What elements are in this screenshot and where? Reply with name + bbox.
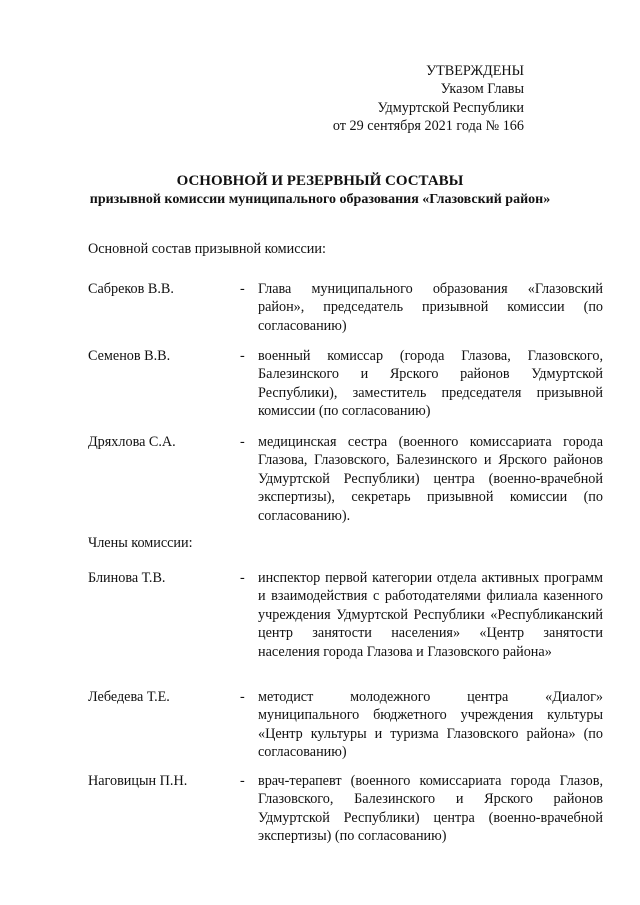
member-description: Глава муниципального образования «Глазовский район», председатель призывной комиссии (по согласованию) xyxy=(258,281,603,334)
member-description: инспектор первой категории отдела активных программ и взаимодействия с работодателями филиала казенного учреждения Удмуртской Республики «Республиканский центр занятости населения» «Центр занятости населения города Глазова и Глазовского района» xyxy=(258,570,603,660)
approval-line-approved: УТВЕРЖДЕНЫ xyxy=(426,63,524,79)
member-name: Блинова Т.В. xyxy=(88,570,166,586)
member-dash: - xyxy=(240,348,245,364)
title-subtitle: призывной комиссии муниципального образования «Глазовский район» xyxy=(89,192,551,207)
member-dash: - xyxy=(240,434,245,450)
member-dash: - xyxy=(240,281,245,297)
main-section-heading: Основной состав призывной комиссии: xyxy=(88,241,326,257)
member-name: Семенов В.В. xyxy=(88,348,171,364)
approval-stamp xyxy=(333,62,524,136)
approval-line-date: от 29 сентября 2021 года № 166 xyxy=(332,118,524,135)
member-dash: - xyxy=(240,689,245,705)
document-title xyxy=(0,172,640,209)
approval-line-decree: Указом Главы xyxy=(440,81,524,98)
title-main: ОСНОВНОЙ И РЕЗЕРВНЫЙ СОСТАВЫ xyxy=(176,173,464,189)
member-name: Сабреков В.В. xyxy=(88,281,174,297)
member-description: военный комиссар (города Глазова, Глазовского, Балезинского и Ярского районов Удмуртской Республики), заместитель председателя призывной комиссии (по согласованию) xyxy=(258,348,603,420)
member-name: Дряхлова С.А. xyxy=(88,434,176,450)
member-description: медицинская сестра (военного комиссариата города Глазова, Глазовского, Балезинского и Ярского районов Удмуртской Республики) центра (военно-врачебной экспертизы), секретарь призывной комиссии (по согласованию). xyxy=(258,434,603,524)
member-dash: - xyxy=(240,570,245,586)
member-description: врач-терапевт (военного комиссариата города Глазов, Глазовского, Балезинского и Ярского районов Удмуртской Республики) центра (военно-врачебной экспертизы) (по согласованию) xyxy=(258,773,603,845)
member-description: методист молодежного центра «Диалог» муниципального бюджетного учреждения культуры «Центр культуры и туризма Глазовского района» (по согласованию) xyxy=(258,689,603,761)
commission-section-heading: Члены комиссии: xyxy=(88,535,193,551)
member-name: Лебедева Т.Е. xyxy=(88,689,170,705)
member-dash: - xyxy=(240,773,245,789)
approval-line-republic: Удмуртской Республики xyxy=(377,99,524,116)
member-name: Наговицын П.Н. xyxy=(88,773,188,789)
